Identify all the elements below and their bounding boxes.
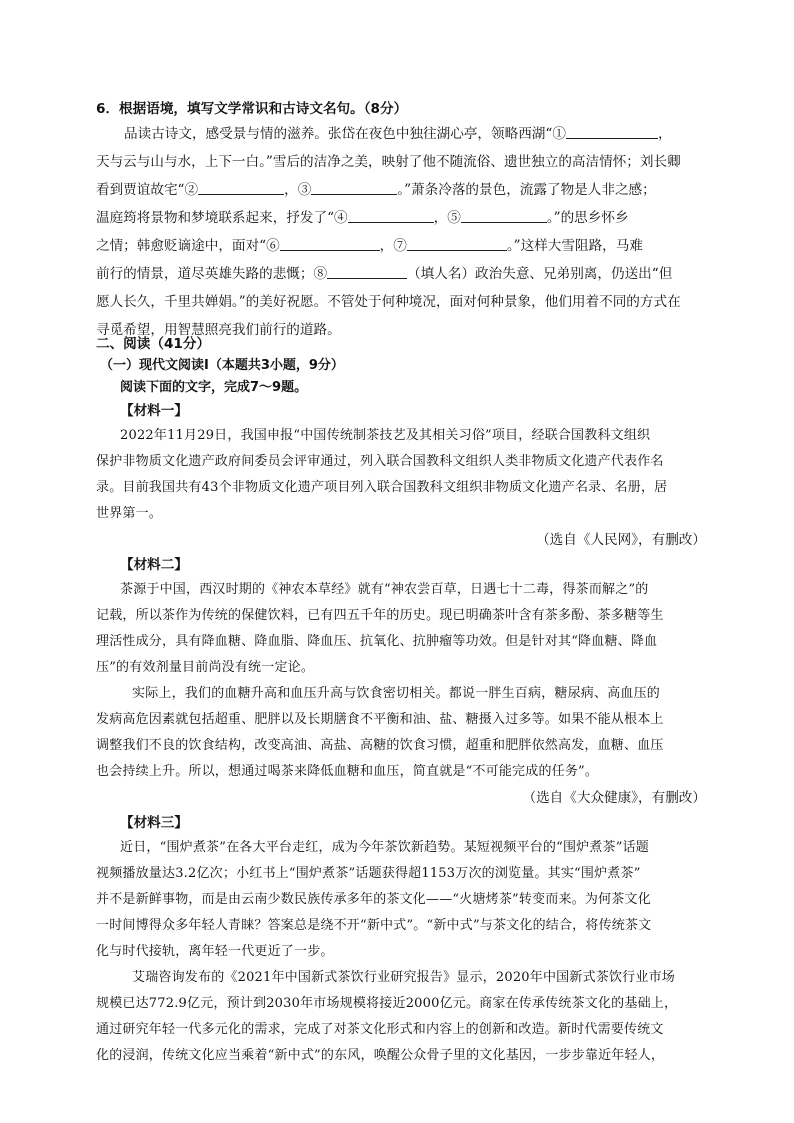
q6-line-4 <box>96 204 706 232</box>
material-2-line: 茶源于中国，西汉时期的《神农本草经》就有“神农尝百草，日遇七十二毒，得茶而解之”的 <box>120 582 649 597</box>
material-2-line: 发病高危因素就包括超重、肥胖以及长期膳食不平衡和油、盐、糖摄入过多等。如果不能从根本上 <box>96 712 664 727</box>
material-1-line: 保护非物质文化遗产政府间委员会评审通过，列入联合国教科文组织人类非物质文化遗产代表作名 <box>96 454 664 469</box>
question-6-title: 6．根据语境，填写文学常识和古诗文名句。（8分） <box>96 101 408 117</box>
q6-text: ，⑦ <box>379 238 407 254</box>
answer-blank-1[interactable] <box>566 124 658 139</box>
material-1-body <box>96 423 706 527</box>
material-2-line: 调整我们不良的饮食结构，改变高油、高盐、高糖的饮食习惯，超重和肥胖依然高发，血糖、血压 <box>96 738 664 753</box>
answer-blank-4[interactable] <box>348 208 434 223</box>
material-3-line: 视频播放量达3.2亿次；小红书上“围炉煮茶”话题获得超1153万次的浏览量。其实“围炉煮茶” <box>96 866 641 881</box>
q6-text: 。”萧条冷落的景色，流露了物是人非之感； <box>397 182 656 198</box>
material-3-line: 艾瑞咨询发布的《2021年中国新式茶饮行业研究报告》显示，2020年中国新式茶饮行业市场 <box>132 970 675 985</box>
q6-text: 天与云与山与水，上下一白。”雪后的洁净之美，映射了他不随流俗、遗世独立的高洁情怀；刘长卿 <box>96 154 681 170</box>
material-3-line: 并不是新鲜事物，而是由云南少数民族传承多年的茶文化——“火塘烤茶”转变而来。为何茶文化 <box>96 892 651 907</box>
section-heading: 二、阅读（41分） <box>96 336 211 352</box>
material-2-line: 记载，所以茶作为传统的保健饮料，已有四五千年的历史。现已明确茶叶含有茶多酚、茶多糖等生 <box>96 608 664 623</box>
q6-line-2 <box>96 148 706 176</box>
part-heading: （一）现代文阅读Ⅰ（本题共3小题，9分） <box>100 358 344 373</box>
material-3-line: 通过研究年轻一代多元化的需求，完成了对茶文化形式和内容上的创新和改造。新时代需要传统文 <box>96 1022 664 1037</box>
q6-text: 寻觅希望，用智慧照亮我们前行的道路。 <box>96 322 341 338</box>
material-3-line: 近日，“围炉煮茶”在各大平台走红，成为今年茶饮新趋势。某短视频平台的“围炉煮茶”话题 <box>120 840 649 855</box>
q6-line-3 <box>96 176 706 204</box>
q6-text: 之情；韩愈贬谪途中，面对“⑥ <box>96 238 280 254</box>
material-1-line: 录。目前我国共有43个非物质文化遗产项目列入联合国教科文组织非物质文化遗产名录、名册，居 <box>96 480 668 495</box>
q6-line-5 <box>96 232 706 260</box>
q6-text: 。”这样大雪阻路，马难 <box>506 238 643 254</box>
q6-text: 。”的思乡怀乡 <box>546 210 629 226</box>
reading-section <box>96 333 706 1069</box>
material-2-line: 理活性成分，具有降血糖、降血脂、降血压、抗氧化、抗肿瘤等功效。但是针对其“降血糖、降血 <box>96 634 658 649</box>
q6-text: ， <box>657 126 672 142</box>
q6-text: ，⑤ <box>433 210 461 226</box>
q6-text: 前行的情景，道尽英雄失路的悲慨；⑧ <box>96 266 328 282</box>
material-3-line: 规模已达772.9亿元，预计到2030年市场规模将接近2000亿元。商家在传承传统茶文化的基础上， <box>96 996 678 1011</box>
q6-text: 温庭筠将景物和梦境联系起来，抒发了“④ <box>96 210 348 226</box>
material-1-line: 世界第一。 <box>96 506 163 521</box>
material-3-line: 化与时代接轨，离年轻一代更近了一步。 <box>96 944 334 959</box>
q6-line-1 <box>96 120 706 148</box>
answer-blank-7[interactable] <box>407 236 507 251</box>
q6-text: 看到贾谊故宅“② <box>96 182 199 198</box>
material-3-line: 化的浸润，传统文化应当乘着“新中式”的东风，唤醒公众骨子里的文化基因，一步步靠近年轻人， <box>96 1048 665 1063</box>
material-3-title: 【材料三】 <box>120 815 188 831</box>
instruction: 阅读下面的文字，完成7～9题。 <box>120 380 308 395</box>
question-6 <box>96 98 706 344</box>
material-2-body <box>96 577 706 785</box>
q6-text: 愿人长久，千里共婵娟。”的美好祝愿。不管处于何种境况，面对何种景象，他们用着不同的方式在 <box>96 294 681 310</box>
material-3-body <box>96 835 706 1069</box>
answer-blank-5[interactable] <box>461 208 547 223</box>
q6-text: ，③ <box>284 182 312 198</box>
material-1-line: 2022年11月29日，我国申报“中国传统制茶技艺及其相关习俗”项目，经联合国教科文组织 <box>120 428 651 443</box>
material-2-line: 压”的有效剂量目前尚没有统一定论。 <box>96 660 315 675</box>
material-2-source: （选自《大众健康》，有删改） <box>522 790 706 806</box>
answer-blank-8[interactable] <box>327 264 407 279</box>
material-2-line: 也会持续上升。所以，想通过喝茶来降低血糖和血压，简直就是“不可能完成的任务”。 <box>96 764 599 779</box>
material-2-line: 实际上，我们的血糖升高和血压升高与饮食密切相关。都说一胖生百病，糖尿病、高血压的 <box>132 686 661 701</box>
material-3-line: 一时间博得众多年轻人青睐？答案总是绕不开“新中式”。“新中式”与茶文化的结合，将传统茶文 <box>96 918 652 933</box>
q6-text: （填人名）政治失意、兄弟别离，仍送出“但 <box>407 266 673 282</box>
q6-line-7 <box>96 288 706 316</box>
q6-text: 品读古诗文，感受景与情的滋养。张岱在夜色中独往湖心亭，领略西湖“① <box>124 126 566 142</box>
answer-blank-3[interactable] <box>311 180 397 195</box>
material-2-title: 【材料二】 <box>120 557 188 573</box>
answer-blank-2[interactable] <box>198 180 284 195</box>
material-1-source: （选自《人民网》，有删改） <box>536 532 706 548</box>
answer-blank-6[interactable] <box>280 236 380 251</box>
q6-line-6 <box>96 260 706 288</box>
material-1-title: 【材料一】 <box>120 403 188 419</box>
